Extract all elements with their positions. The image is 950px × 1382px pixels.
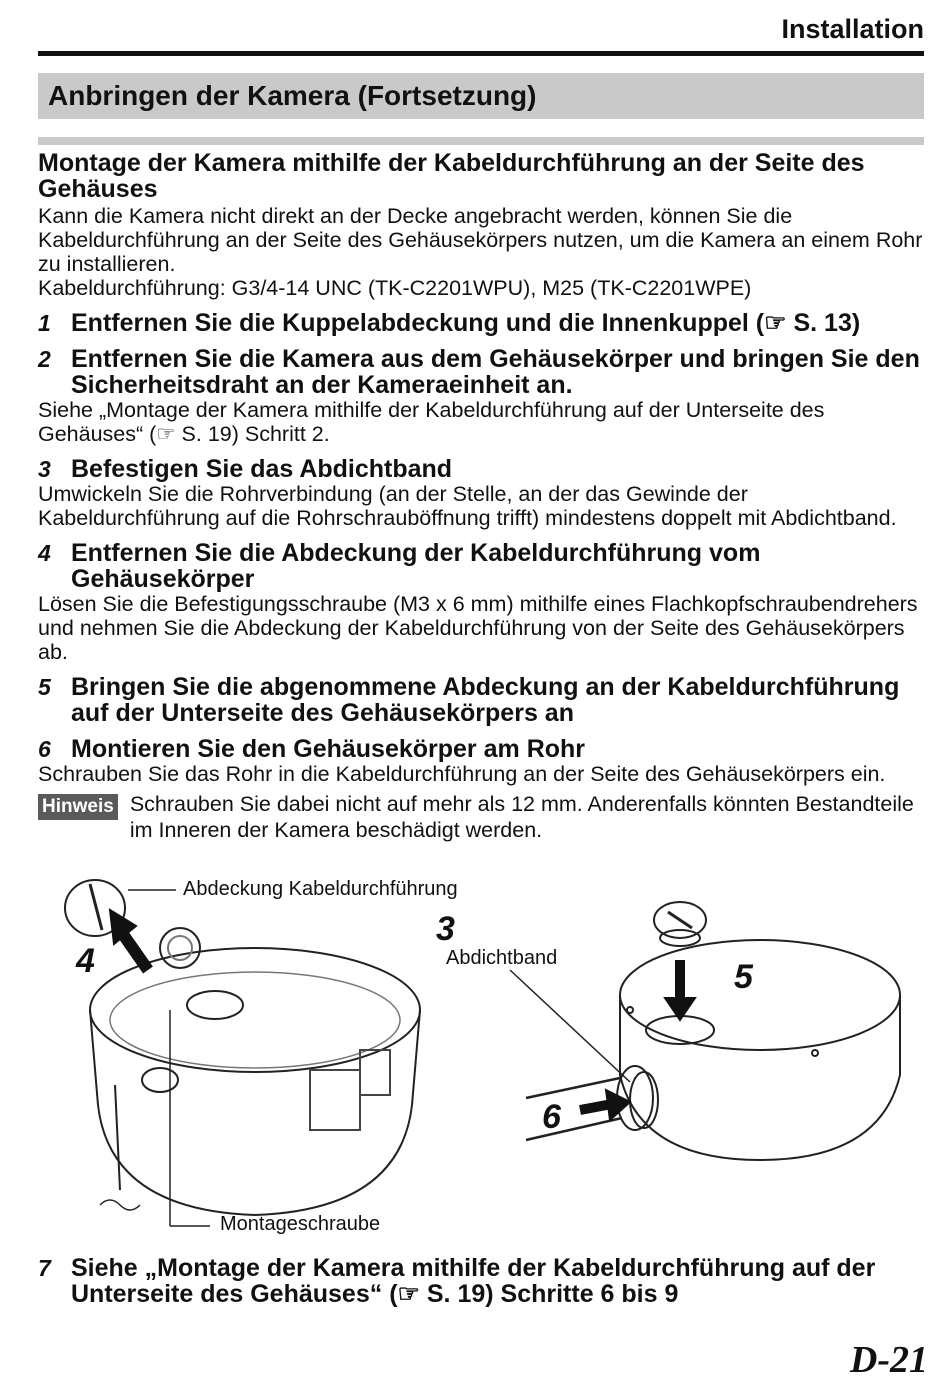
note-label: Hinweis (38, 794, 118, 820)
step-7-line (38, 1255, 924, 1307)
installation-figure (40, 870, 920, 1250)
step-body: Siehe „Montage der Kamera mithilfe der Kabeldurchführung auf der Unterseite des Gehäuses“ (☞ S. 19) Schritt 2. (38, 398, 825, 446)
step-number: 4 (38, 540, 51, 566)
figure-step-4: 4 (76, 942, 95, 980)
intro-text: Kann die Kamera nicht direkt an der Decke angebracht werden, können Sie die Kabeldurchführung an der Seite des Gehäusekörpers nutzen, um die Kamera an einem Rohr zu installieren. (38, 204, 923, 276)
section-header: Installation (781, 14, 924, 44)
step-3 (38, 456, 924, 482)
step-title: Befestigen Sie das Abdichtband (71, 455, 453, 483)
step-number: 5 (38, 674, 51, 700)
installation-illustration (40, 870, 920, 1250)
step-number: 3 (38, 456, 51, 482)
step-2 (38, 346, 924, 398)
note-box (38, 791, 924, 843)
figure-step-6: 6 (542, 1098, 561, 1136)
step-title: Montieren Sie den Gehäusekörper am Rohr (71, 735, 586, 763)
housing-body-right (620, 940, 900, 1050)
header-rule (38, 51, 924, 56)
step-title: Siehe „Montage der Kamera mithilfe der Kabeldurchführung auf der Unterseite des Gehäuses“ (☞ S. 19) Schritte 6 bis 9 (71, 1254, 876, 1308)
figure-step-5: 5 (734, 958, 753, 996)
figure-step-3: 3 (436, 910, 455, 948)
step-7 (38, 1255, 924, 1307)
label-cable-cover: Abdeckung Kabeldurchführung (183, 878, 458, 900)
step-number: 7 (38, 1255, 51, 1281)
step-6 (38, 736, 924, 762)
step-1 (38, 310, 924, 336)
step-body: Umwickeln Sie die Rohrverbindung (an der Stelle, an der das Gewinde der Kabeldurchführung auf die Rohrschrauböffnung trifft) mindestens doppelt mit Abdichtband. (38, 482, 897, 530)
main-content (38, 150, 924, 843)
step-number: 1 (38, 310, 51, 336)
title-divider (38, 137, 924, 145)
spec-text: Kabeldurchführung: G3/4-14 UNC (TK-C2201WPU), M25 (TK-C2201WPE) (38, 276, 752, 300)
step-title: Bringen Sie die abgenommene Abdeckung an der Kabeldurchführung auf der Unterseite des Gehäusekörpers an (71, 673, 900, 727)
page-number: D-21 (849, 1339, 928, 1381)
page-title: Anbringen der Kamera (Fortsetzung) (38, 73, 924, 119)
step-title: Entfernen Sie die Kamera aus dem Gehäusekörper und bringen Sie den Sicherheitsdraht an der Kameraeinheit an. (71, 345, 920, 399)
label-sealing-tape: Abdichtband (446, 947, 558, 969)
step-number: 2 (38, 346, 51, 372)
subsection-heading: Montage der Kamera mithilfe der Kabeldurchführung an der Seite des Gehäuses (38, 149, 865, 203)
step-body: Lösen Sie die Befestigungsschraube (M3 x 6 mm) mithilfe eines Flachkopfschraubendrehers und nehmen Sie die Abdeckung der Kabeldurchführung von der Seite des Gehäusekörpers ab. (38, 592, 918, 664)
step-title: Entfernen Sie die Abdeckung der Kabeldurchführung vom Gehäusekörper (71, 539, 761, 593)
step-number: 6 (38, 736, 51, 762)
step-title: Entfernen Sie die Kuppelabdeckung und die Innenkuppel (☞ S. 13) (71, 309, 861, 337)
step-4 (38, 540, 924, 592)
step-body: Schrauben Sie das Rohr in die Kabeldurchführung an der Seite des Gehäusekörpers ein. (38, 762, 886, 786)
step-5 (38, 674, 924, 726)
note-text: Schrauben Sie dabei nicht auf mehr als 12 mm. Anderenfalls könnten Bestandteile im Inneren der Kamera beschädigt werden. (129, 792, 914, 842)
label-mounting-screw: Montageschraube (220, 1213, 381, 1235)
